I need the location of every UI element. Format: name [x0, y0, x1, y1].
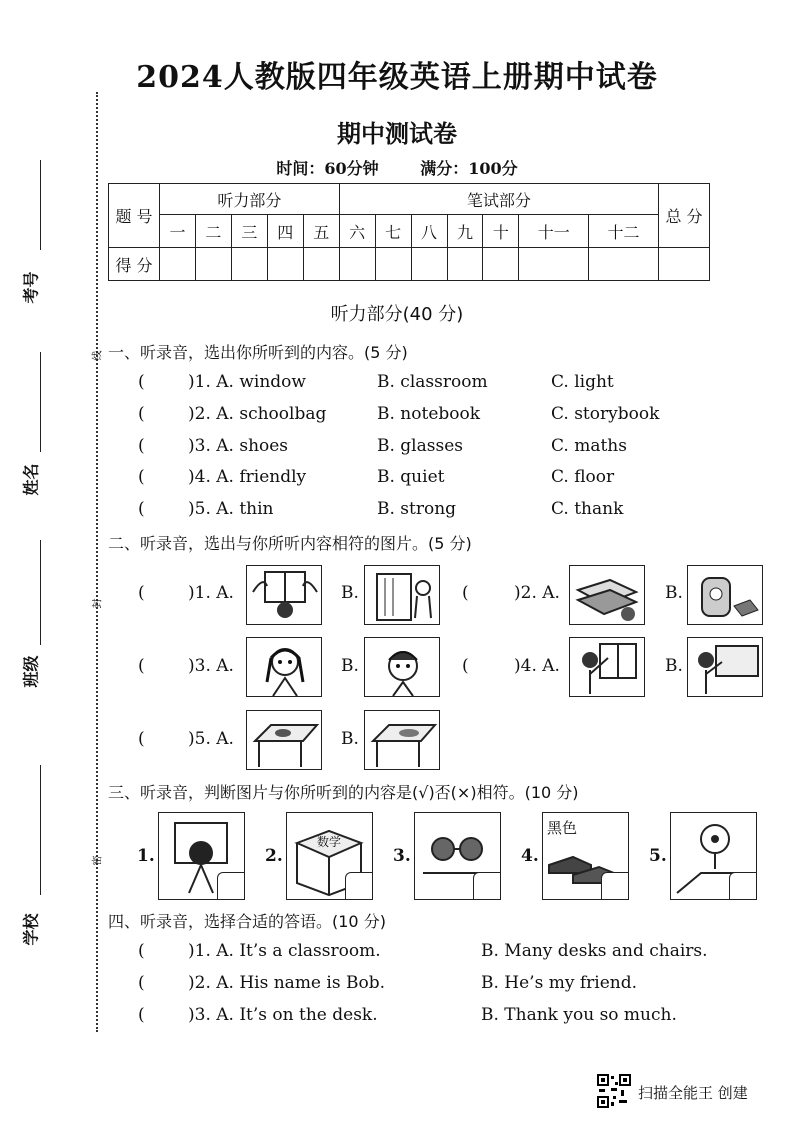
section-2-title: 二、听录音，选出与你所听内容相符的图片。(5 分): [108, 534, 472, 553]
s1-q2-a: )2. A. schoolbag: [188, 404, 327, 424]
s1-q4-c: C. floor: [551, 467, 615, 487]
s1-q1-b: B. classroom: [377, 372, 488, 392]
binding-dotted-line: [96, 92, 98, 1032]
seal-char-secret: 密: [92, 855, 104, 866]
s1-q1-a: )1. A. window: [188, 372, 306, 392]
scanner-footer: 扫描全能王 创建: [638, 1084, 748, 1102]
answer-box[interactable]: [217, 872, 244, 899]
s4-q2-b: B. He’s my friend.: [481, 973, 637, 993]
s3-picture-2: [286, 812, 373, 900]
s4-q1-a: )1. A. It’s a classroom.: [188, 941, 381, 961]
score-cell[interactable]: [659, 248, 710, 281]
answer-box[interactable]: [473, 872, 500, 899]
exam-title: 2024人教版四年级英语上册期中试卷: [136, 60, 658, 95]
writing-header: 笔试部分: [339, 184, 658, 215]
answer-box[interactable]: [729, 872, 756, 899]
col-number: 三: [231, 215, 267, 248]
s1-q1-c: C. light: [551, 372, 614, 392]
girl-picture: [246, 637, 322, 697]
col-number: 六: [339, 215, 375, 248]
listening-part-title: 听力部分(40 分): [330, 304, 464, 325]
answer-paren[interactable]: (: [138, 729, 145, 749]
s3-picture-1: [158, 812, 245, 900]
time-limit: 时间：60分钟: [276, 159, 379, 178]
score-cell[interactable]: [411, 248, 447, 281]
score-cell[interactable]: [589, 248, 659, 281]
score-cell[interactable]: [339, 248, 375, 281]
s2-q3-b: B.: [341, 656, 359, 676]
score-cell[interactable]: [231, 248, 267, 281]
school-label: 学校: [21, 913, 41, 946]
col-number: 十: [483, 215, 519, 248]
s2-q5-label: )5. A.: [188, 729, 234, 749]
score-cell[interactable]: [375, 248, 411, 281]
answer-paren[interactable]: (: [138, 1005, 145, 1025]
s2-q5-b: B.: [341, 729, 359, 749]
s3-num-2: 2.: [265, 846, 283, 866]
s1-q3-b: B. glasses: [377, 436, 463, 456]
row-label-score: 得 分: [109, 248, 160, 281]
col-number: 十二: [589, 215, 659, 248]
row-label-number: 题 号: [109, 184, 160, 248]
s2-q1-b: B.: [341, 583, 359, 603]
s4-q1-b: B. Many desks and chairs.: [481, 941, 708, 961]
s1-q2-b: B. notebook: [377, 404, 481, 424]
s1-q2-c: C. storybook: [551, 404, 660, 424]
s3-picture-3: [414, 812, 501, 900]
score-cell[interactable]: [483, 248, 519, 281]
s2-q2-b: B.: [665, 583, 683, 603]
answer-paren[interactable]: (: [138, 404, 145, 424]
s2-q2-label: )2. A.: [514, 583, 560, 603]
qr-code-icon: [597, 1074, 631, 1108]
col-number: 十一: [519, 215, 589, 248]
schoolbag-picture: [687, 565, 763, 625]
s4-q3-a: )3. A. It’s on the desk.: [188, 1005, 378, 1025]
col-number: 二: [195, 215, 231, 248]
s1-q5-a: )5. A. thin: [188, 499, 274, 519]
name-line: [40, 352, 41, 452]
s2-q3-label: )3. A.: [188, 656, 234, 676]
section-3-title: 三、听录音，判断图片与你所听到的内容是(√)否(×)相符。(10 分): [108, 783, 579, 802]
s3-num-3: 3.: [393, 846, 411, 866]
seal-char-seal: 封: [92, 598, 104, 609]
s3-num-4: 4.: [521, 846, 539, 866]
black-color-text: 黑色: [547, 819, 578, 837]
s2-q1-label: )1. A.: [188, 583, 234, 603]
desk-picture: [246, 710, 322, 770]
answer-paren[interactable]: (: [138, 372, 145, 392]
s1-q3-c: C. maths: [551, 436, 627, 456]
s3-picture-5: [670, 812, 757, 900]
exam-number-label: 考号: [21, 271, 41, 304]
answer-paren[interactable]: (: [138, 499, 145, 519]
exam-meta: [0, 156, 794, 179]
maths-book-text: 数学: [317, 835, 342, 849]
desk-b-picture: [364, 710, 440, 770]
answer-paren[interactable]: (: [462, 583, 469, 603]
seal-char-line: 线: [92, 350, 104, 361]
listening-header: 听力部分: [160, 184, 340, 215]
full-score: 满分：100分: [420, 159, 518, 178]
score-cell[interactable]: [519, 248, 589, 281]
s1-q3-a: )3. A. shoes: [188, 436, 289, 456]
score-cell[interactable]: [303, 248, 339, 281]
s1-q4-a: )4. A. friendly: [188, 467, 307, 487]
class-label: 班级: [21, 655, 41, 688]
clean-board-picture: [687, 637, 763, 697]
answer-paren[interactable]: (: [138, 436, 145, 456]
s4-q2-a: )2. A. His name is Bob.: [188, 973, 385, 993]
col-number: 七: [375, 215, 411, 248]
s3-num-5: 5.: [649, 846, 667, 866]
section-4-title: 四、听录音，选择合适的答语。(10 分): [108, 912, 386, 931]
class-line: [40, 540, 41, 645]
answer-paren[interactable]: (: [138, 583, 145, 603]
col-number: 四: [267, 215, 303, 248]
col-number: 九: [447, 215, 483, 248]
section-1-title: 一、听录音，选出你所听到的内容。(5 分): [108, 343, 408, 362]
answer-paren[interactable]: (: [138, 656, 145, 676]
s3-picture-4: [542, 812, 629, 900]
books-picture: [569, 565, 645, 625]
score-table: [108, 183, 710, 281]
col-number: 一: [160, 215, 196, 248]
answer-box[interactable]: [601, 872, 628, 899]
exam-subtitle: 期中测试卷: [337, 119, 457, 148]
window-picture: [246, 565, 322, 625]
score-cell[interactable]: [447, 248, 483, 281]
door-picture: [364, 565, 440, 625]
s1-q4-b: B. quiet: [377, 467, 445, 487]
answer-box[interactable]: [345, 872, 372, 899]
answer-paren[interactable]: (: [462, 656, 469, 676]
boy-picture: [364, 637, 440, 697]
s1-q5-c: C. thank: [551, 499, 624, 519]
s1-q5-b: B. strong: [377, 499, 457, 519]
school-line: [40, 765, 41, 895]
score-cell[interactable]: [267, 248, 303, 281]
col-number: 五: [303, 215, 339, 248]
s3-num-1: 1.: [137, 846, 155, 866]
s4-q3-b: B. Thank you so much.: [481, 1005, 677, 1025]
answer-paren[interactable]: (: [138, 467, 145, 487]
answer-paren[interactable]: (: [138, 973, 145, 993]
col-number: 八: [411, 215, 447, 248]
answer-paren[interactable]: (: [138, 941, 145, 961]
exam-number-line: [40, 160, 41, 250]
total-header: 总 分: [659, 184, 710, 248]
clean-window-picture: [569, 637, 645, 697]
s2-q4-b: B.: [665, 656, 683, 676]
s2-q4-label: )4. A.: [514, 656, 560, 676]
score-cell[interactable]: [160, 248, 196, 281]
score-cell[interactable]: [195, 248, 231, 281]
name-label: 姓名: [21, 463, 41, 496]
